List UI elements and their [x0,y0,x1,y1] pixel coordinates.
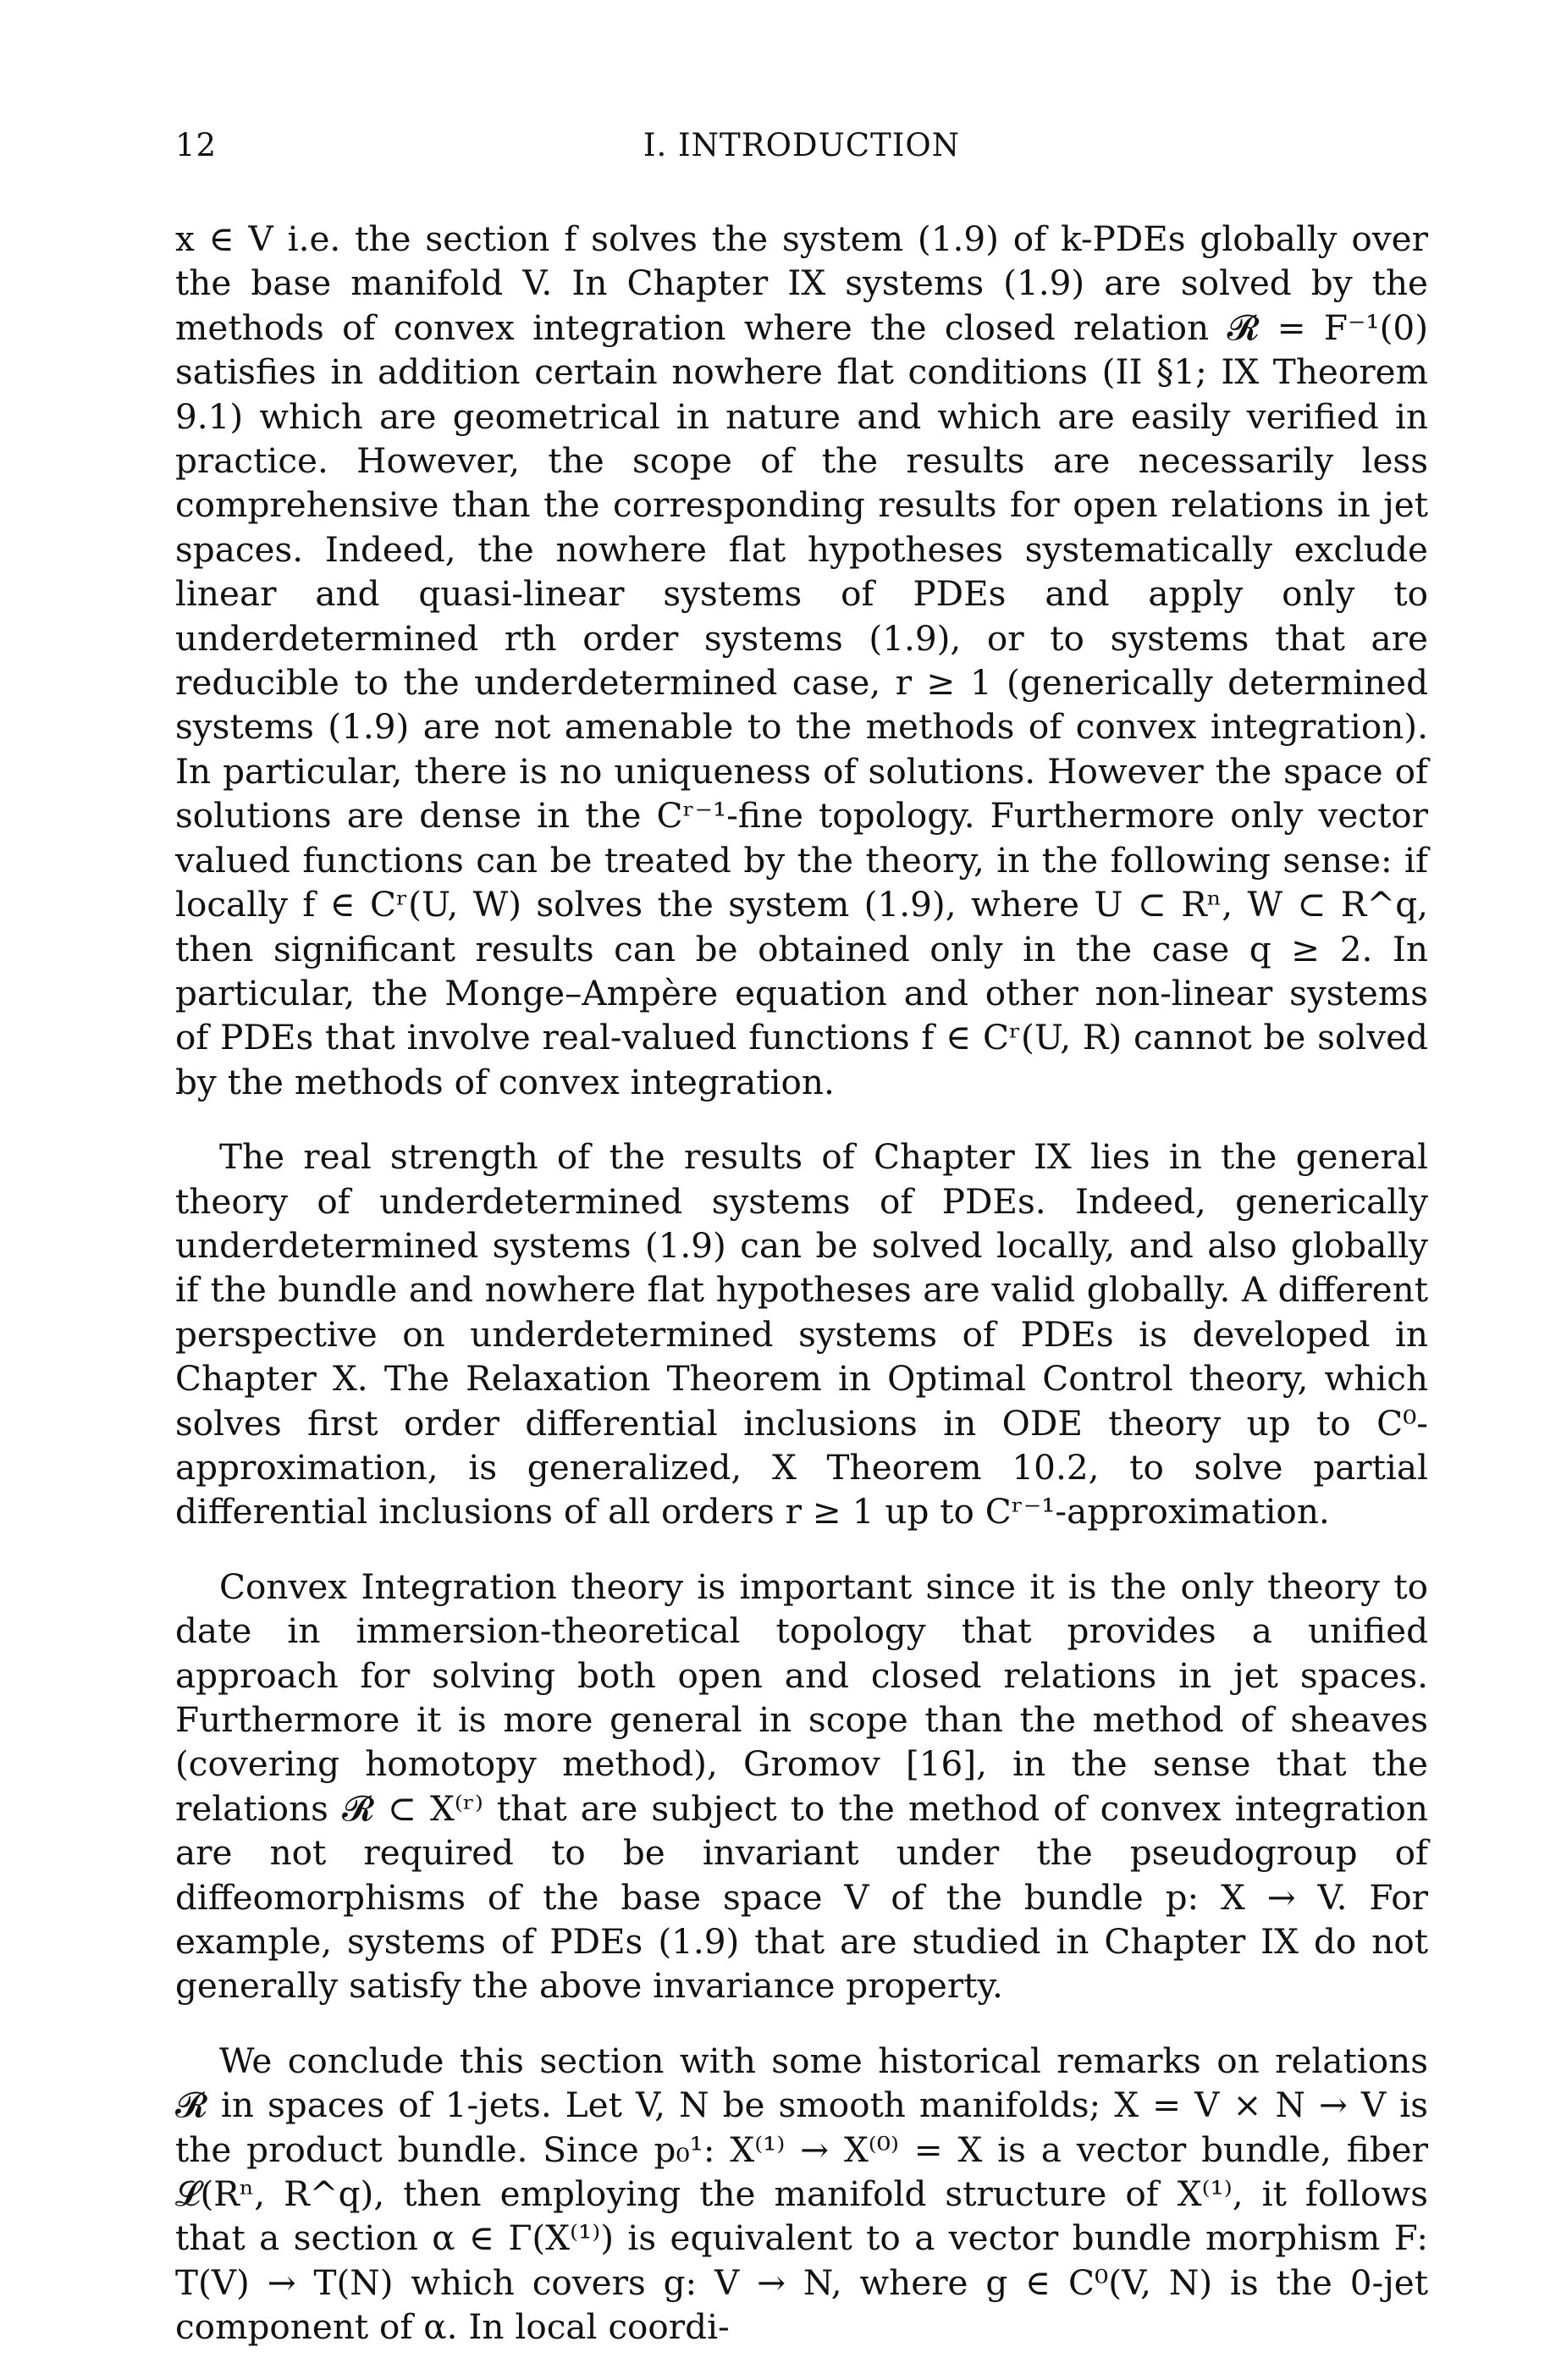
paragraph-4: We conclude this section with some historical remarks on relations 𝓡 in spaces of 1-jets. Let V, N be smooth manifolds; X = V × N → V is the product bundle. Since p₀¹: X⁽¹⁾ → X⁽⁰⁾ = X is a vector bundle, fiber 𝓛(Rⁿ, R^q), then employing the manifold structure of X⁽¹⁾, it follows that a section α ∈ Γ(X⁽¹⁾) is equivalent to a vector bundle morphism F: T(V) → T(N) which covers g: V → N, where g ∈ C⁰(V, N) is the 0-jet component of α. In local coordi- [175,2040,1428,2348]
running-title: I. INTRODUCTION [643,127,961,163]
page [175,127,1428,2380]
paragraph-2: The real strength of the results of Chapter IX lies in the general theory of underdetermined systems of PDEs. Indeed, generically underdetermined systems (1.9) can be solved locally, and also globally if the bundle and nowhere flat hypotheses are valid globally. A different perspective on underdetermined systems of PDEs is developed in Chapter X. The Relaxation Theorem in Optimal Control theory, which solves first order differential inclusions in ODE theory up to C⁰-approximation, is generalized, X Theorem 10.2, to solve partial differential inclusions of all orders r ≥ 1 up to Cʳ⁻¹-approximation. [175,1136,1428,1532]
paragraph-1: x ∈ V i.e. the section f solves the system (1.9) of k-PDEs globally over the base manifold V. In Chapter IX systems (1.9) are solved by the methods of convex integration where the closed relation 𝓡 = F⁻¹(0) satisfies in addition certain nowhere flat conditions (II §1; IX Theorem 9.1) which are geometrical in nature and which are easily verified in practice. However, the scope of the results are necessarily less comprehensive than the corresponding results for open relations in jet spaces. Indeed, the nowhere flat hypotheses systematically exclude linear and quasi-linear systems of PDEs and apply only to underdetermined rth order systems (1.9), or to systems that are reducible to the underdetermined case, r ≥ 1 (generically determined systems (1.9) are not amenable to the methods of convex integration). In particular, there is no uniqueness of solutions. However the space of solutions are dense in the Cʳ⁻¹-fine topology. Furthermore only vector valued functions can be treated by the theory, in the following sense: if locally f ∈ Cʳ(U, W) solves the system (1.9), where U ⊂ Rⁿ, W ⊂ R^q, then significant results can be obtained only in the case q ≥ 2. In particular, the Monge–Ampère equation and other non-linear systems of PDEs that involve real-valued functions f ∈ Cʳ(U, R) cannot be solved by the methods of convex integration. [175,218,1428,1102]
running-head [175,127,1428,171]
paragraph-3: Convex Integration theory is important since it is the only theory to date in immersion-theoretical topology that provides a unified approach for solving both open and closed relations in jet spaces. Furthermore it is more general in scope than the method of sheaves (covering homotopy method), Gromov [16], in the sense that the relations 𝓡 ⊂ X⁽ʳ⁾ that are subject to the method of convex integration are not required to be invariant under the pseudogroup of diffeomorphisms of the base space V of the bundle p: X → V. For example, systems of PDEs (1.9) that are studied in Chapter IX do not generally satisfy the above invariance property. [175,1565,1428,2007]
page-number: 12 [175,127,218,163]
body-text [175,217,1428,2350]
